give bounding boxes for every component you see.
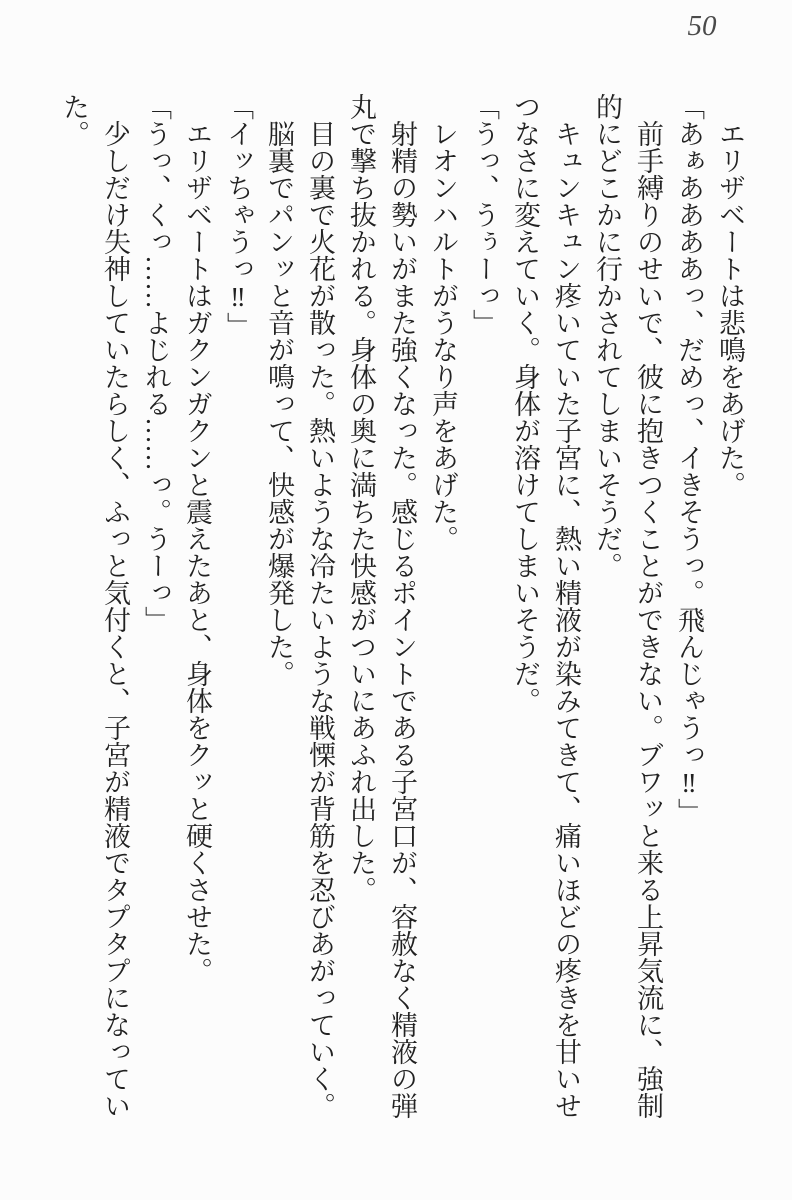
paragraph: エリザベートはガクンガクンと震えたあと、身体をクッと硬くさせた。: [182, 120, 212, 984]
body-text: [50, 93, 750, 1128]
paragraph: 「あぁああああっ、だめっ、イきそうっ。飛んじゃうっ‼」: [674, 93, 704, 825]
paragraph: 目の裏で火花が散った。熱いような冷たいような戦慄が背筋を忍びあがっていく。: [305, 120, 335, 1119]
paragraph: キュンキュン疼いていた子宮に、熱い精液が染みてきて、痛いほどの疼きを甘いせつなさに変えていく。身体が溶けてしまいそうだ。: [510, 93, 581, 1119]
paragraph: 「イッちゃうっ‼」: [223, 93, 253, 339]
paragraph: 「うっ、うぅーっ」: [469, 93, 499, 336]
paragraph: 前手縛りのせいで、彼に抱きつくことができない。ブワッと来る上昇気流に、強制的にどこかに行かされてしまいそうだ。: [592, 93, 663, 1119]
page-number: 50: [687, 10, 717, 42]
paragraph: エリザベートは悲鳴をあげた。: [715, 120, 745, 498]
paragraph: レオンハルトがうなり声をあげた。: [428, 120, 458, 552]
paragraph: 「うっ、くっ……よじれる……っ。うーっ」: [141, 93, 171, 633]
paragraph: 少しだけ失神していたらしく、ふっと気付くと、子宮が精液でタプタプになっていた。: [59, 93, 130, 1119]
paragraph: 射精の勢いがまた強くなった。感じるポイントである子宮口が、容赦なく精液の弾丸で撃ち抜かれる。身体の奥に満ちた快感がついにあふれ出した。: [346, 93, 417, 1119]
paragraph: 脳裏でパンッと音が鳴って、快感が爆発した。: [264, 120, 294, 687]
